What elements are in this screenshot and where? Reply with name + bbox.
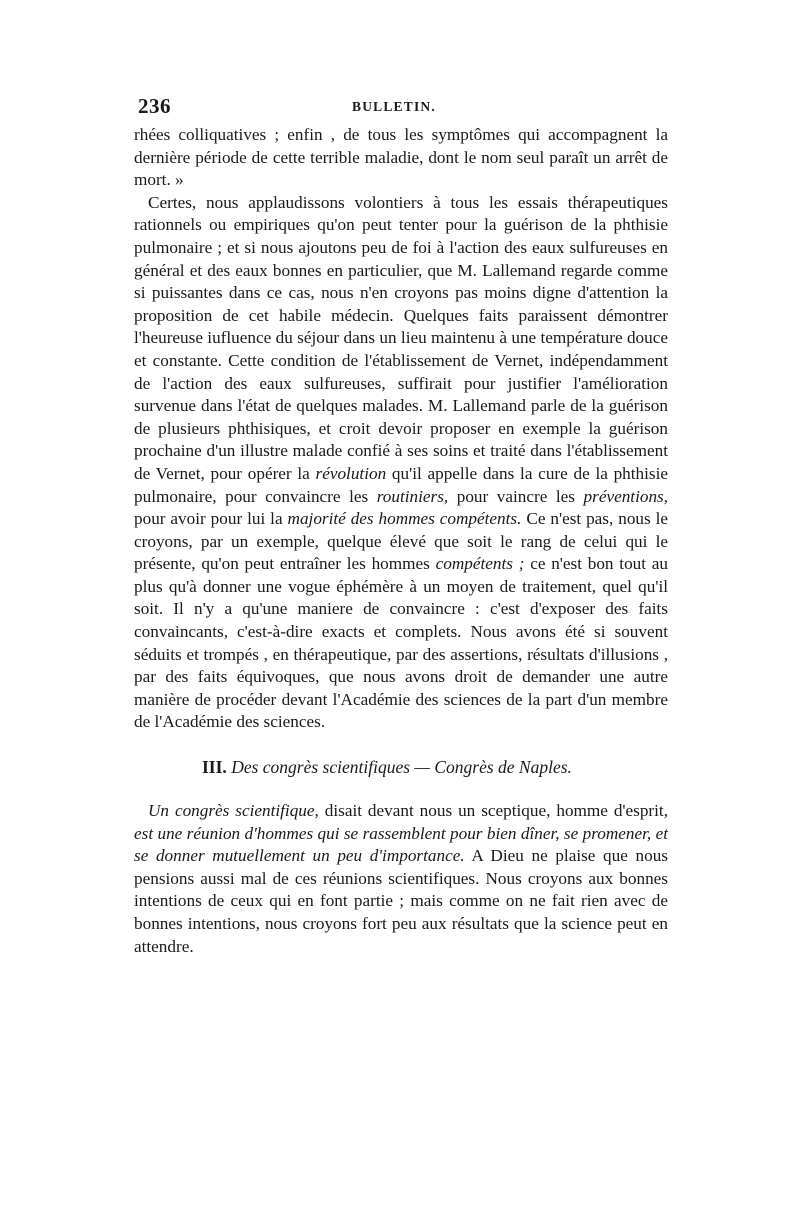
paragraph-text: rhées colliquatives ; enfin , de tous les symptômes qui accompagnent la dernière période de cette terrible maladie, dont le nom seul paraît un arrêt de mort. »: [134, 125, 668, 190]
italic-term-majorite: majorité des hommes compétents.: [287, 509, 522, 529]
section-number: III.: [202, 757, 227, 778]
body-text: [134, 124, 668, 734]
paragraph-continued: [134, 124, 668, 192]
italic-quote: est une réunion d'hommes qui se rassemblent pour bien dîner, se promener, et se donner mutuellement un peu d'importance.: [134, 823, 668, 866]
text-run: disait devant nous un sceptique, homme d'esprit,: [324, 801, 669, 821]
italic-term-competents: compétents ;: [435, 554, 525, 574]
text-run: Ce n'est pas, nous le croyons, par un exemple, quelque élevé que soit le rang de celui qui le présente, qu'on peut entraîner les hommes: [134, 509, 669, 574]
italic-term-revolution: révolution: [315, 463, 387, 483]
text-run: qu'il appelle dans la cure de la phthisie pulmonaire, pour convaincre les: [134, 463, 668, 506]
paragraph-congres: [134, 800, 668, 958]
running-head: [134, 94, 668, 124]
text-run: pour vaincre les: [456, 486, 575, 506]
text-run: pour avoir pour lui la: [134, 509, 283, 529]
section-heading: [134, 756, 668, 778]
italic-term-congres: Un congrès scientifique,: [148, 801, 319, 821]
running-title: BULLETIN.: [352, 99, 436, 114]
page-number: 236: [138, 94, 171, 118]
italic-term-routiniers: routiniers,: [376, 486, 449, 506]
text-run: Certes, nous applaudissons volontiers à tous les essais thérapeutiques rationnels ou empiriques qu'on peut tenter pour la guérison de la phthisie pulmonaire ; et si nous ajoutons peu de foi à l'action des eaux sulfureuses en général et des eaux bonnes en particulier, que M. Lallemand regarde comme si puissantes dans ce cas, nous n'en croyons pas moins digne d'attention la proposition de cet habile médecin. Quelques faits paraissent démontrer l'heureuse iufluence du séjour dans un lieu maintenu à une température douce et constante. Cette condition de l'établissement de Vernet, indépendamment de l'action des eaux sulfureuses, suffirait pour justifier l'amélioration survenue dans l'état de quelques malades. M. Lallemand parle de la guérison de plusieurs phthisiques, et croit devoir proposer en exemple la guérison prochaine d'un illustre malade confié à ses soins et traité dans l'établissement de Vernet, pour opérer la: [134, 192, 668, 483]
paragraph-lallemand: [134, 192, 668, 734]
section-text: [134, 800, 668, 958]
italic-term-preventions: préventions,: [583, 486, 669, 506]
text-run: A Dieu ne plaise que nous pensions aussi mal de ces réunions scientifiques. Nous croyons aux bonnes intentions de ceux qui en font partie ; mais comme on ne fait rien avec de bonnes intentions, nous croyons fort peu aux résultats que la science peut en attendre.: [134, 846, 668, 956]
text-run: ce n'est bon tout au plus qu'à donner une vogue éphémère à un moyen de traitement, quel qu'il soit. Il n'y a qu'une maniere de convaincre : c'est d'exposer des faits convaincants, c'est-à-dire exacts et complets. Nous avons été si souvent séduits et trompés , en thérapeutique, par des assertions, résultats d'illusions , par des faits équivoques, que nous avons droit de demander une autre manière de procéder devant l'Académie des sciences de la part d'un membre de l'Académie des sciences.: [134, 554, 669, 732]
book-page: [134, 94, 668, 958]
section-title: Des congrès scientifiques — Congrès de Naples.: [231, 757, 572, 778]
